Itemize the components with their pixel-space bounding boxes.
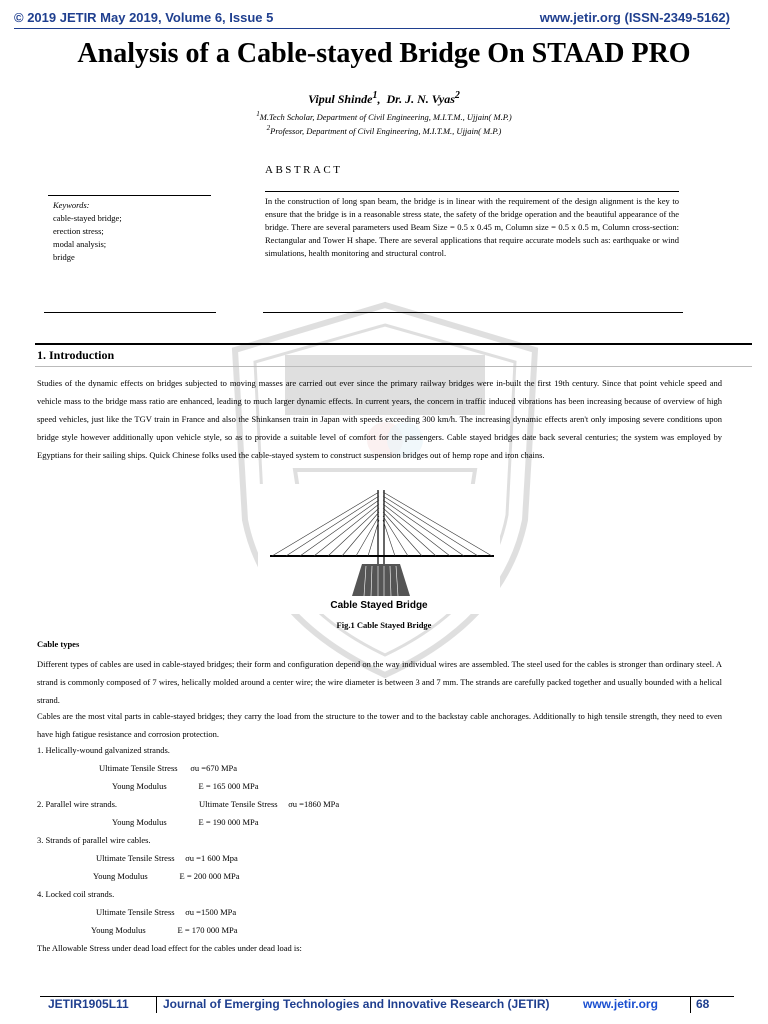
- cable-type-2-ym: Young Modulus E = 190 000 MPa: [112, 817, 259, 827]
- affiliation-2: $^2$Professor, Department of Civil Engineering, M.I.T.M., Ujjain( M.P.): [266, 124, 502, 136]
- cable-type-3-ym: Young Modulus E = 200 000 MPa: [93, 871, 240, 881]
- keyword-item: erection stress;: [53, 226, 104, 236]
- header-journal-issue: © 2019 JETIR May 2019, Volume 6, Issue 5: [14, 10, 274, 25]
- abstract-bottom-rule: [263, 312, 683, 313]
- footer-separator: [156, 997, 157, 1013]
- cable-type-3: 3. Strands of parallel wire cables.: [37, 835, 151, 845]
- footer-paper-id: JETIR1905L11: [48, 997, 129, 1011]
- header-rule: [14, 28, 730, 29]
- paper-title: Analysis of a Cable-stayed Bridge On STAAD PRO: [77, 38, 691, 69]
- section-heading-introduction: 1. Introduction: [37, 348, 115, 362]
- footer-separator: [690, 997, 691, 1013]
- affiliation-1: $^1$M.Tech Scholar, Department of Civil Engineering, M.I.T.M., Ujjain( M.P.): [256, 110, 512, 122]
- cable-type-4-ym: Young Modulus E = 170 000 MPa: [91, 925, 238, 935]
- abstract-heading: ABSTRACT: [265, 164, 343, 176]
- author-2: Dr. J. N. Vyas: [386, 92, 455, 106]
- cable-type-1: 1. Helically-wound galvanized strands.: [37, 745, 170, 755]
- cable-type-2-uts: Ultimate Tensile Stress σu =1860 MPa: [199, 799, 340, 809]
- section-subrule: [35, 366, 752, 367]
- header-website: www.jetir.org (ISSN-2349-5162): [539, 10, 730, 25]
- allowable-stress-line: The Allowable Stress under dead load effect for the cables under dead load is:: [37, 943, 302, 953]
- cable-type-3-uts: Ultimate Tensile Stress σu =1 600 Mpa: [96, 853, 238, 863]
- cable-type-4-uts: Ultimate Tensile Stress σu =1500 MPa: [96, 907, 237, 917]
- cable-type-1-uts: Ultimate Tensile Stress σu =670 MPa: [99, 763, 238, 773]
- cable-types-paragraph-2: Cables are the most vital parts in cable-stayed bridges; they carry the load from the structure to the tower and to the backstay cable anchorages. Additionally to high tensile strength, they need to even have high fatigue resistance and corrosion protection.: [37, 711, 722, 739]
- cable-types-paragraph-1: Different types of cables are used in cable-stayed bridges; their form and configuration depend on the way individual wires are assembled. The steel used for the cables is stronger than ordinary steel. A strand is commonly composed of 7 wires, helically molded around a center wire; the wire diameter is between 3 and 7 mm. The strands are carefully packed together and usually bounded with a helical strand.: [37, 659, 722, 705]
- cable-type-2: 2. Parallel wire strands.: [37, 799, 118, 809]
- footer-url-link[interactable]: www.jetir.org: [583, 997, 658, 1011]
- cable-type-1-ym: Young Modulus E = 165 000 MPa: [112, 781, 259, 791]
- section-rule: [35, 343, 752, 345]
- bridge-diagram: [258, 484, 500, 604]
- footer-page-number: 68: [696, 997, 710, 1011]
- figure-cable-stayed-bridge: [258, 484, 500, 614]
- figure-image-caption: Cable Stayed Bridge: [330, 600, 428, 611]
- running-footer: [40, 997, 734, 1017]
- author-2-sup: 2: [454, 90, 460, 101]
- author-1: Vipul Shinde: [308, 92, 373, 106]
- abstract-text: In the construction of long span beam, the bridge is in linear with the requirement of the design alignment is the key to ensure that the bridge is in a reasonable stress state, the safety of the bridge operation and the beautiful appearance of the bridge. There are several parameters used Beam Size = 0.5 x 0.45 m, Column size = 0.5 x 0.5 m, Column cross-section: Rectangular and Tower H shape. There are several applications that require accurate models such as: earthquake or wind simulations, health monitoring and structural control.: [265, 196, 679, 258]
- keyword-item: modal analysis;: [53, 239, 107, 249]
- figure-caption: Fig.1 Cable Stayed Bridge: [336, 620, 432, 630]
- keywords-label: Keywords:: [53, 200, 90, 210]
- keywords-bottom-rule: [44, 312, 216, 313]
- keywords-block: [53, 199, 122, 264]
- abstract-top-rule: [265, 191, 679, 192]
- cable-type-4: 4. Locked coil strands.: [37, 889, 115, 899]
- footer-journal: Journal of Emerging Technologies and Innovative Research (JETIR): [163, 997, 550, 1011]
- author-separator: ,: [377, 92, 387, 106]
- subheading-cable-types: Cable types: [37, 639, 80, 649]
- keyword-item: cable-stayed bridge;: [53, 213, 122, 223]
- keywords-top-rule: [48, 195, 211, 196]
- running-header: [14, 8, 730, 28]
- introduction-paragraph: Studies of the dynamic effects on bridges subjected to moving masses are carried out ever since the primary railway bridges were in-built the first 19th century. Since that point vehicle speed and vehicle mass to the bridge mass ratio are enhanced, leading to much larger dynamic effects. In current years, the concern in traffic induced vibrations has been increasing because of overview of high speed vehicles, just like the TGV train in France and also the Shinkansen train in Japan with speeds exceeding 300 km/h. The increasing dynamic effects aren't only imposing severe conditions upon bridge style however additionally upon vehicle style, so as to provide a suitable level of comfort for the passengers. Cable stayed bridges date back several centuries; the system was employed by Egyptians for their sailing ships. Quick Chinese folks used the cable-stayed system to construct suspension bridges out of hemp rope and iron chains.: [37, 378, 722, 460]
- authors: [0, 90, 768, 107]
- keyword-item: bridge: [53, 252, 75, 262]
- author-1-sup: 1: [372, 90, 378, 101]
